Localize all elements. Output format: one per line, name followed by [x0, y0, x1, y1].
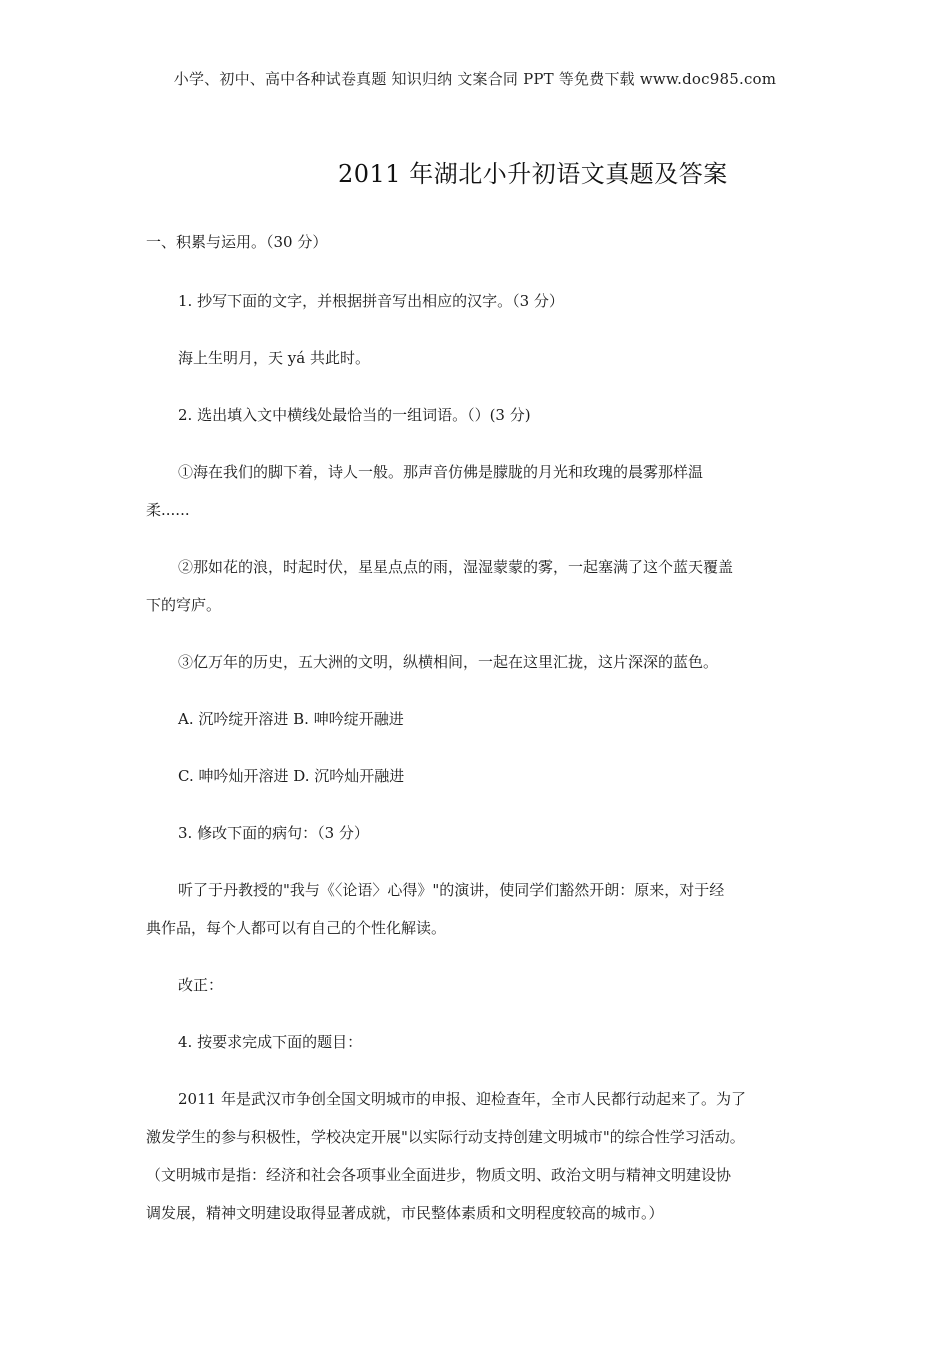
question-4-paragraph-line-4: 调发展，精神文明建设取得显著成就，市民整体素质和文明程度较高的城市。） [146, 1204, 664, 1222]
site-header-line: 小学、初中、高中各种试卷真题 知识归纳 文案合同 PPT 等免费下载 www.doc985.com [173, 70, 777, 88]
question-4-prompt: 4. 按要求完成下面的题目： [178, 1033, 363, 1051]
question-4-paragraph-line-2: 激发学生的参与积极性，学校决定开展"以实际行动支持创建文明城市"的综合性学习活动。 [146, 1128, 745, 1146]
question-2-options-cd: C. 呻吟灿开溶进 D. 沉吟灿开融进 [178, 767, 405, 785]
question-3-prompt: 3. 修改下面的病句：（3 分） [178, 824, 369, 842]
question-2-item-2-line-2: 下的穹庐。 [146, 596, 222, 614]
question-4-paragraph-line-1: 2011 年是武汉市争创全国文明城市的申报、迎检查年，全市人民都行动起来了。为了 [178, 1090, 746, 1108]
question-3-sentence-line-1: 听了于丹教授的"我与《〈论语〉心得》"的演讲，使同学们豁然开朗：原来，对于经 [178, 881, 725, 899]
question-2-item-2-line-1: ②那如花的浪，时起时伏，星星点点的雨，湿湿蒙蒙的雾，一起塞满了这个蓝天覆盖 [178, 558, 734, 576]
question-2-options-ab: A. 沉吟绽开溶进 B. 呻吟绽开融进 [178, 710, 404, 728]
section-heading: 一、积累与运用。（30 分） [146, 233, 328, 251]
question-2-item-1-line-2: 柔...... [146, 501, 190, 519]
question-1-text: 海上生明月，天 yá 共此时。 [178, 349, 370, 367]
question-2-prompt: 2. 选出填入文中横线处最恰当的一组词语。（）(3 分) [178, 406, 531, 424]
question-2-item-3: ③亿万年的历史，五大洲的文明，纵横相间，一起在这里汇拢，这片深深的蓝色。 [178, 653, 719, 671]
question-3-correction-label: 改正： [178, 976, 224, 994]
question-1-prompt: 1. 抄写下面的文字，并根据拼音写出相应的汉字。（3 分） [178, 292, 564, 310]
question-3-sentence-line-2: 典作品，每个人都可以有自己的个性化解读。 [146, 919, 447, 937]
question-4-paragraph-line-3: （文明城市是指：经济和社会各项事业全面进步，物质文明、政治文明与精神文明建设协 [146, 1166, 732, 1184]
page-title: 2011 年湖北小升初语文真题及答案 [338, 160, 728, 188]
question-2-item-1-line-1: ①海在我们的脚下着，诗人一般。那声音仿佛是朦胧的月光和玫瑰的晨雾那样温 [178, 463, 704, 481]
